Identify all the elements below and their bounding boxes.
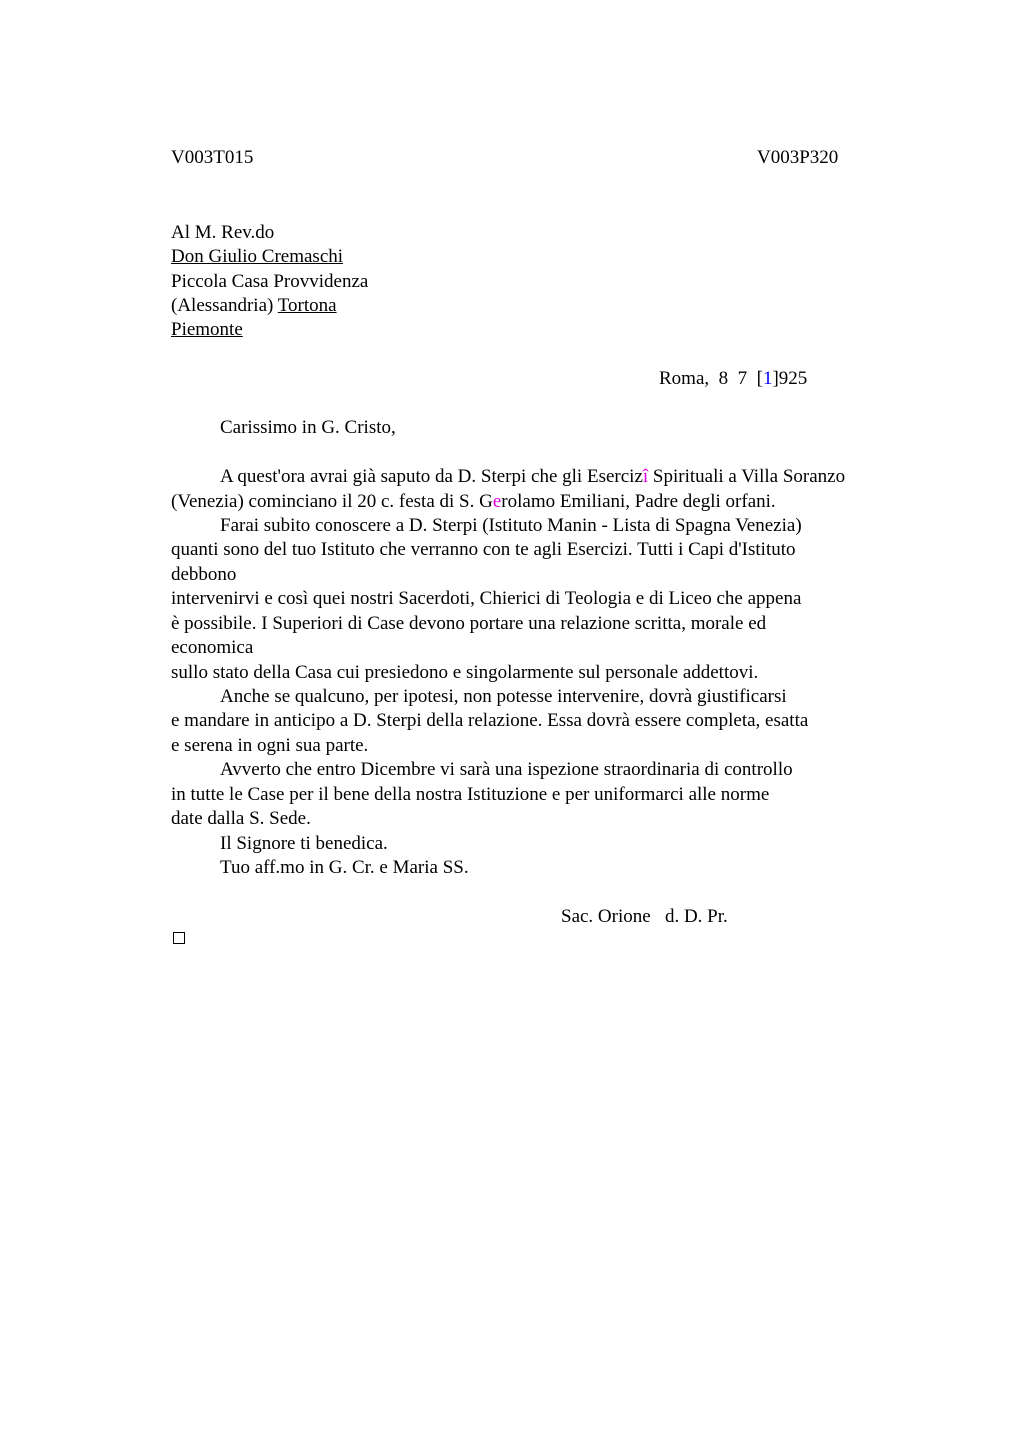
body-text: rolamo Emiliani, Padre degli orfani.	[501, 491, 776, 512]
body-text: Spirituali a Villa Soranzo	[648, 466, 846, 487]
box-symbol	[173, 932, 185, 944]
body-line: Anche se qualcuno, per ipotesi, non potesse intervenire, dovrà giustificarsi	[220, 686, 787, 707]
salutation: Carissimo in G. Cristo,	[220, 417, 396, 438]
closing: Tuo aff.mo in G. Cr. e Maria SS.	[220, 857, 469, 878]
body-line: intervenirvi e così quei nostri Sacerdoti, Chierici di Teologia e di Liceo che appena	[171, 588, 802, 609]
body-line: sullo stato della Casa cui presiedono e singolarmente sul personale addettovi.	[171, 662, 759, 683]
address-line-4	[171, 294, 337, 318]
address-region: Piemonte	[171, 319, 243, 340]
body-text: A quest'ora avrai già saputo da D. Sterpi che gli Eserciz	[220, 466, 643, 487]
body-line: date dalla S. Sede.	[171, 808, 311, 829]
body-line: economica	[171, 637, 254, 658]
body-line: debbono	[171, 564, 237, 585]
body-line: è possibile. I Superiori di Case devono portare una relazione scritta, morale ed	[171, 613, 767, 634]
document-code-left: V003T015	[171, 147, 254, 168]
body-line: Farai subito conoscere a D. Sterpi (Istituto Manin - Lista di Spagna Venezia)	[220, 515, 802, 536]
document-code-right: V003P320	[757, 147, 839, 168]
body-line: quanti sono del tuo Istituto che verranno con te agli Esercizi. Tutti i Capi d'Istituto	[171, 539, 796, 560]
body-line: Avverto che entro Dicembre vi sarà una ispezione straordinaria di controllo	[220, 759, 793, 780]
address-city: Tortona	[277, 295, 337, 316]
signature: Sac. Orione d. D. Pr.	[561, 906, 728, 927]
date-suffix: ]925	[772, 368, 808, 389]
address-recipient-name: Don Giulio Cremaschi	[171, 246, 344, 267]
date-bracket-digit: 1	[762, 368, 773, 389]
body-line	[171, 490, 776, 514]
correction-mark: î	[642, 466, 649, 487]
body-line: e serena in ogni sua parte.	[171, 735, 369, 756]
body-text: (Venezia) cominciano il 20 c. festa di S. G	[171, 491, 493, 512]
correction-mark: e	[492, 491, 502, 512]
body-line	[220, 465, 845, 489]
address-line-1: Al M. Rev.do	[171, 222, 275, 243]
body-line: e mandare in anticipo a D. Sterpi della relazione. Essa dovrà essere completa, esatta	[171, 710, 809, 731]
address-province: (Alessandria)	[171, 295, 278, 316]
letter-date	[659, 367, 807, 391]
blessing: Il Signore ti benedica.	[220, 833, 388, 854]
date-prefix: Roma, 8 7 [	[659, 368, 763, 389]
body-line: in tutte le Case per il bene della nostra Istituzione e per uniformarci alle norme	[171, 784, 770, 805]
address-line-3: Piccola Casa Provvidenza	[171, 271, 369, 292]
